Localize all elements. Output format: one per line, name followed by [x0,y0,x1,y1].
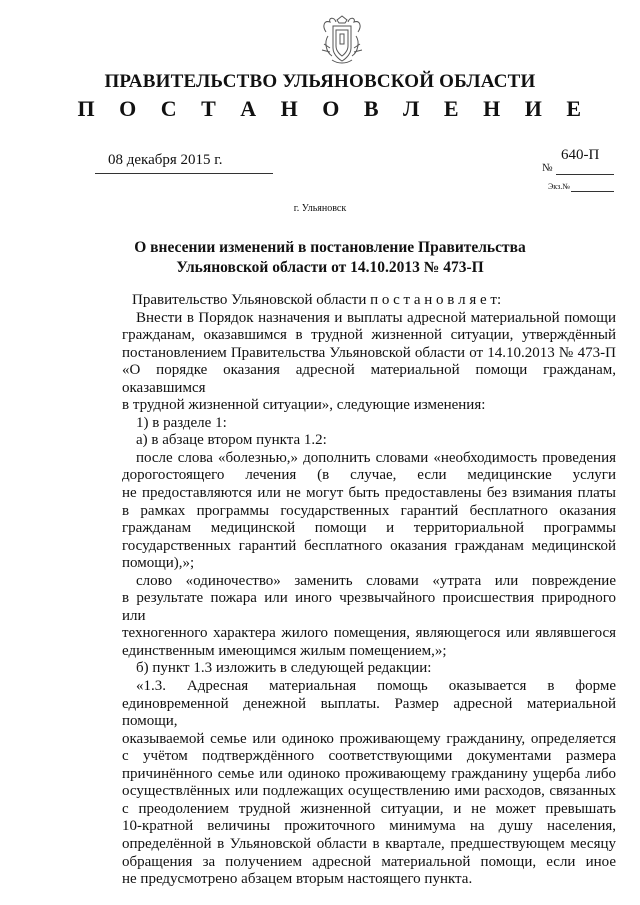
body-line: причинённого семье или одиноко проживающему гражданину ущерба либо [122,765,616,782]
body-line: а) в абзаце втором пункта 1.2: [136,432,327,449]
body-line: 1) в разделе 1: [136,414,227,431]
copy-number-underline [571,191,614,192]
body-line: в трудной жизненной ситуации», следующие изменения: [122,397,486,414]
body-line: 10-кратной величины прожиточного минимума на душу населения, [122,818,616,835]
copy-number-label: Экз.№ [548,182,570,191]
date-underline [95,173,273,174]
body-line: «О порядке оказания адресной материальной помощи гражданам, оказавшимся [122,362,616,396]
body-line: обращения за получением адресной материальной помощи, если иное [122,853,616,870]
body-line: оказываемой семье или одиноко проживающему гражданину, определяется [122,730,616,747]
body-line: техногенного характера жилого помещения, являющегося или являвшегося [122,625,616,642]
body-line: после слова «болезнью,» дополнить словами «необходимость проведения [136,449,616,466]
city-name: г. Ульяновск [293,203,347,214]
number-sign: № [542,162,553,174]
body-line: не предоставляются или не могут быть предоставлены без взимания платы [122,485,616,502]
document-subject [120,238,540,278]
body-line: единственным имеющимся жилым помещением,»; [122,642,447,659]
document-number: 640-П [561,147,600,163]
body-line: определённой в Ульяновской области в квартале, предшествующем месяцу [122,835,616,852]
coat-of-arms-icon [318,14,366,66]
body-line: с преодолением трудной жизненной ситуации, и не может превышать [122,800,616,817]
body-line: гражданам, оказавшимся в трудной жизненной ситуации, утверждённый [122,327,616,344]
body-line: «1.3. Адресная материальная помощь оказывается в форме [136,678,616,695]
body-line: не предусмотрено абзацем вторым настоящего пункта. [122,871,473,888]
body-line: б) пункт 1.3 изложить в следующей редакции: [136,660,432,677]
body-line: постановлением Правительства Ульяновской области от 14.10.2013 № 473-П [122,344,616,361]
body-line: слово «одиночество» заменить словами «утрата или повреждение [136,572,616,589]
document-body [122,292,616,889]
subject-line: О внесении изменений в постановление Правительства [134,239,526,256]
document-type: П О С Т А Н О В Л Е Н И Е [77,96,591,121]
body-line: Правительство Ульяновской области п о с т а н о в л я е т: [132,292,502,308]
government-title: ПРАВИТЕЛЬСТВО УЛЬЯНОВСКОЙ ОБЛАСТИ [104,71,536,92]
document-date: 08 декабря 2015 г. [108,152,223,168]
body-line: дорогостоящего лечения (в случае, если медицинские услуги [122,467,616,484]
subject-line: Ульяновской области от 14.10.2013 № 473-П [176,259,484,276]
body-line: осуществлённых или подлежащих осуществлению ими расходов, связанных [122,783,616,800]
body-line: в рамках программы государственных гарантий бесплатного оказания [122,502,616,519]
body-line: с учётом подтверждённого соответствующими документами размера [122,748,616,765]
body-line: государственных гарантий бесплатного оказания гражданам медицинской [122,537,616,554]
body-line: гражданам медицинской помощи и территориальной программы [122,520,616,537]
body-line: в результате пожара или иного чрезвычайного происшествия природного или [122,590,616,624]
body-line: Внести в Порядок назначения и выплаты адресной материальной помощи [136,309,616,326]
number-underline [556,174,614,175]
body-line: помощи),»; [122,555,195,572]
body-line: единовременной денежной выплаты. Размер адресной материальной помощи, [122,695,616,730]
